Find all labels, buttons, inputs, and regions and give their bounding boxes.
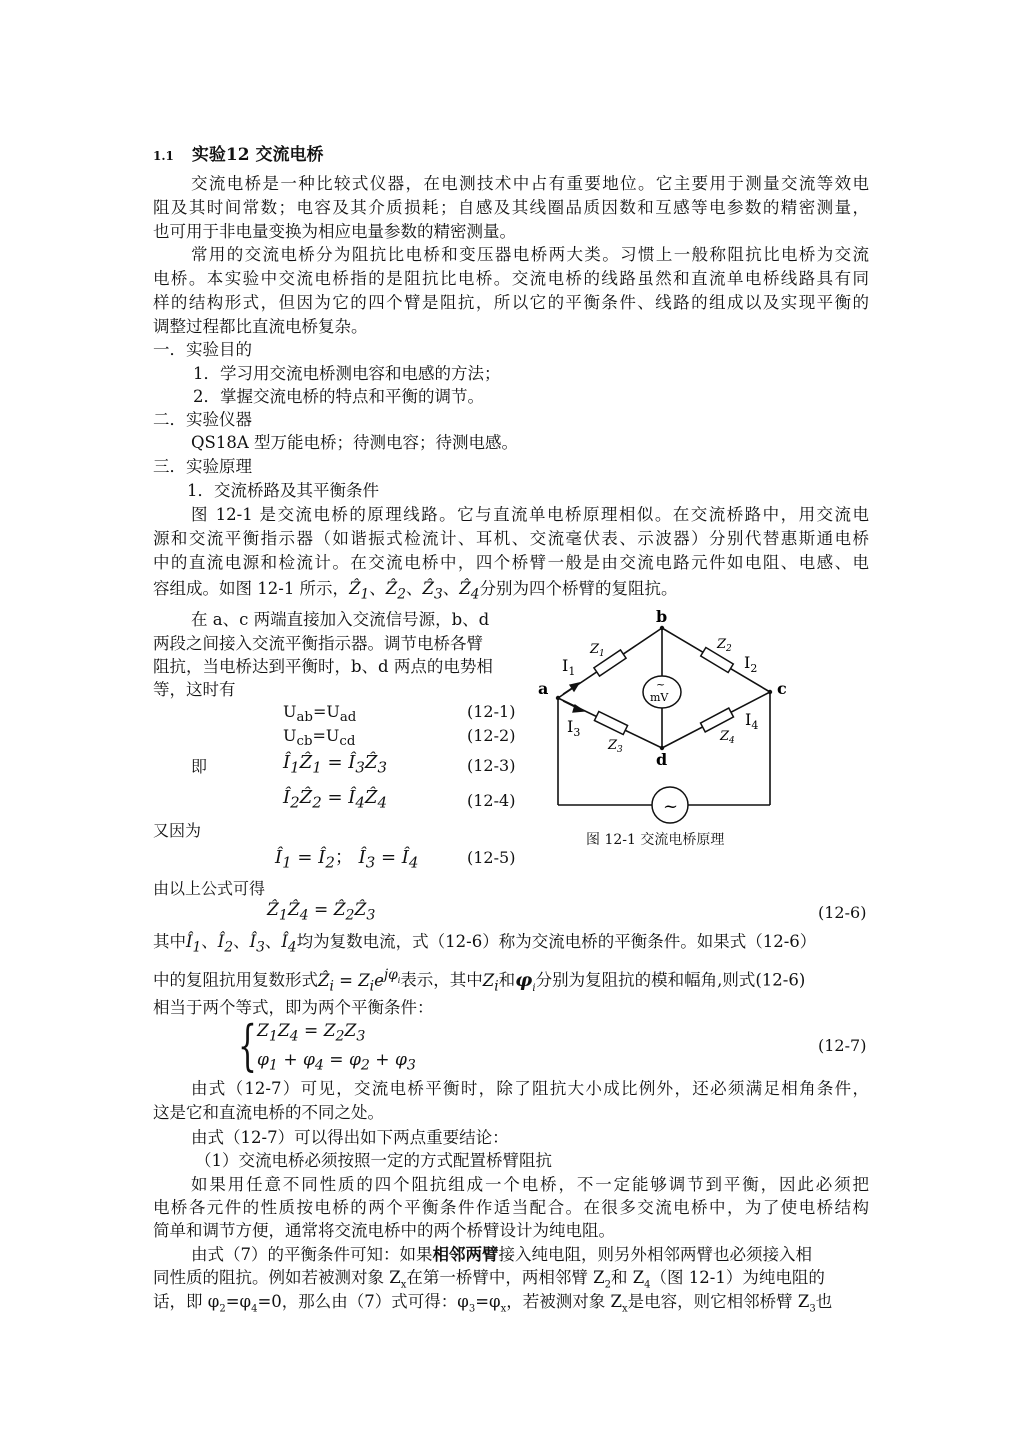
p12-line1 [191, 1243, 869, 1267]
principle-subheading: 1．交流桥路及其平衡条件 [187, 481, 379, 500]
figure-caption: 图 12-1 交流电桥原理 [586, 832, 725, 848]
p12-l1-bold: 相邻两臂 [432, 1245, 499, 1264]
phi-i: $\varphi_i$ [515, 968, 536, 994]
p3-line4-post: 分别为四个桥臂的复阻抗。 [479, 579, 678, 598]
equation-12-3: $Î_1Ẑ_1$ = $Î_3Ẑ_3$ [283, 752, 387, 777]
section-title: 实验12 交流电桥 [191, 145, 324, 165]
p4-line3: 阻抗，当电桥达到平衡时，b、d 两点的电势相 [153, 657, 493, 676]
eq-label-12-3: (12-3) [467, 756, 516, 775]
node-b-label: b [656, 608, 668, 626]
eq-label-12-2: (12-2) [467, 726, 516, 745]
p5-pre: 其中 [153, 932, 186, 951]
source-tilde: ~ [663, 796, 679, 817]
arrow-i3 [573, 705, 584, 712]
bridge-circuit-figure [535, 608, 800, 853]
equation-12-1: $U_{ab}=U_{ad}$ [283, 702, 357, 726]
z-hat-2: Ẑ$_2$ [385, 579, 406, 603]
p5-line [153, 930, 816, 959]
intro-p1-line3: 也可用于非电量变换为相应电量参数的精密测量。 [153, 222, 516, 241]
complex-form: Ẑ$_i$ = $Z_ie^{j\varphi_i}$ [318, 967, 401, 994]
meter-label: mV [650, 691, 669, 704]
section-heading [153, 140, 323, 165]
p8-line1: 由式（12-7）可见，交流电桥平衡时，除了阻抗大小成比例外，还必须满足相角条件， [191, 1079, 869, 1098]
intro-p2-line3: 样的结构形式，但因为它的四个臂是阻抗，所以它的平衡条件、线路的组成以及实现平衡的 [153, 293, 869, 312]
equation-12-7a: $Z_1Z_4 = Z_2Z_3$ [257, 1021, 366, 1045]
p6-mid: 表示，其中 [400, 970, 483, 990]
p12-l1-post: 接入纯电阻，则另外相邻两臂也必须接入相 [498, 1245, 812, 1264]
resistor-z3 [594, 711, 627, 734]
label-i2: $I_2$ [744, 653, 758, 675]
p6-line [153, 963, 805, 1000]
eq-label-12-6: (12-6) [818, 903, 867, 922]
sep-2: 、 [406, 579, 423, 598]
i-hat-list: $Î_1$、$Î_2$、$Î_3$、$Î_4$ [186, 932, 297, 956]
eq-label-12-7: (12-7) [818, 1036, 867, 1055]
p11-line1: 如果用任意不同性质的四个阻抗组成一个电桥，不一定能够调节到平衡，因此必须把 [191, 1175, 869, 1194]
p8-line2: 这是它和直流电桥的不同之处。 [153, 1103, 384, 1122]
p5-post: 均为复数电流，式（12-6）称为交流电桥的平衡条件。如果式（12-6） [296, 932, 817, 951]
z-hat-3: Ẑ$_3$ [422, 579, 443, 603]
intro-p2-line4: 调整过程都比直流电桥复杂。 [153, 317, 368, 336]
p6-pre: 中的复阻抗用复数形式 [153, 970, 318, 990]
p4-line1: 在 a、c 两端直接加入交流信号源，b、d [191, 610, 490, 629]
z-i: $Z_i$ [482, 970, 499, 994]
p12-l2-d: （图 12-1）为纯电阻的 [650, 1268, 825, 1287]
word-ji: 即 [191, 757, 208, 776]
label-i4: $I_4$ [745, 710, 759, 732]
p3-line4-pre: 容组成。如图 12-1 所示， [153, 579, 350, 598]
p12-l3-f: 是电容，则它相邻桥臂 Z [627, 1292, 810, 1311]
brace: { [238, 1014, 257, 1077]
equation-12-5: $Î_1$ = $Î_2$； $Î_3$ = $Î_4$ [275, 847, 419, 872]
section-number: 1.1 [153, 149, 174, 163]
node-a-label: a [538, 679, 549, 698]
node-d-label: d [656, 750, 668, 769]
meter-tilde: ~ [656, 678, 666, 691]
p11-line3: 简单和调节方便，通常将交流电桥中的两个桥臂设计为纯电阻。 [153, 1221, 615, 1240]
p10-line: （1）交流电桥必须按照一定的方式配置桥臂阻抗 [195, 1151, 552, 1170]
eq-label-12-4: (12-4) [467, 791, 516, 810]
p12-l2-b: 在第一桥臂中，两相邻臂 Z [406, 1268, 605, 1287]
label-z4: $Z_4$ [720, 729, 735, 746]
eq-label-12-5: (12-5) [467, 848, 516, 867]
p6-post: 分别为复阻抗的模和幅角,则式(12-6) [535, 970, 806, 990]
p3-line1: 图 12-1 是交流电桥的原理线路。它与直流单电桥原理相似。在交流桥路中，用交流电 [191, 505, 869, 524]
intro-p2-line2: 电桥。本实验中交流电桥指的是阻抗比电桥。交流电桥的线路虽然和直流单电桥线路具有同 [153, 269, 869, 288]
purpose-item-1: 1．学习用交流电桥测电容和电感的方法； [193, 364, 501, 383]
purpose-item-2: 2．掌握交流电桥的特点和平衡的调节。 [193, 387, 484, 406]
p12-l2-c: 和 Z [610, 1268, 645, 1287]
p12-l2-a: 同性质的阻抗。例如若被测对象 Z [153, 1268, 401, 1287]
equation-12-4: $Î_2Ẑ_2$ = $Î_4Ẑ_4$ [283, 787, 387, 812]
p9-line: 由式（12-7）可以得出如下两点重要结论： [191, 1128, 509, 1147]
word-youyin: 又因为 [153, 821, 202, 840]
p3-line3: 中的直流电源和检流计。在交流电桥中，四个桥臂一般是由交流电路元件如电阻、电感、电 [153, 553, 869, 572]
p12-l3-a: 话，即 φ [153, 1292, 220, 1311]
p12-l3-g: 也 [815, 1292, 833, 1311]
p4-line4: 等，这时有 [153, 680, 236, 699]
p3-line2: 源和交流平衡指示器（如谐振式检流计、耳机、交流毫伏表、示波器）分别代替惠斯通电桥 [153, 529, 869, 548]
intro-p1-line2: 阻及其时间常数；电容及其介质损耗；自感及其线圈品质因数和互感等电参数的精密测量， [153, 198, 869, 217]
z-hat-1: Ẑ$_1$ [349, 579, 370, 603]
equation-12-6: Ẑ$_1$Ẑ$_4$ = Ẑ$_2$Ẑ$_3$ [267, 900, 376, 924]
p12-l3-c: =0，那么由（7）式可得：φ [257, 1292, 469, 1311]
sep-1: 、 [369, 579, 386, 598]
eq-label-12-1: (12-1) [467, 702, 516, 721]
p3-line4 [153, 577, 677, 606]
label-i1: $I_1$ [562, 656, 576, 678]
p12-l1-pre: 由式（7）的平衡条件可知：如果 [191, 1245, 433, 1264]
intro-p1-line1: 交流电桥是一种比较式仪器，在电测技术中占有重要地位。它主要用于测量交流等效电 [191, 174, 869, 193]
sep-3: 、 [442, 579, 460, 598]
label-i3: $I_3$ [567, 717, 581, 739]
intro-p2-line1: 常用的交流电桥分为阻抗比电桥和变压器电桥两大类。习惯上一般称阻抗比电桥为交流 [191, 245, 869, 264]
p7-line: 相当于两个等式，即为两个平衡条件： [153, 998, 434, 1017]
p12-line3: 话，即 $\varphi_2=\varphi_4=0$，那么由（7）式可得：$\varphi_3=\varphi_x$，若被测对象 $Z_x$是电容，则它相邻桥臂 $Z_3$也 [153, 1292, 833, 1315]
equation-12-7b: $\varphi_1 + \varphi_4 = \varphi_2 + \varphi_3$ [257, 1050, 416, 1074]
node-c-label: c [777, 679, 787, 698]
p11-line2: 电桥各元件的性质按电桥的两个平衡条件作适当配合。在很多交流电桥中，为了使电桥结构 [153, 1198, 869, 1217]
p6-and: 和 [498, 970, 516, 990]
label-z1: $Z_1$ [590, 642, 605, 659]
p12-l3-e: ，若被测对象 Z [506, 1292, 622, 1311]
p12-line2: 同性质的阻抗。例如若被测对象 $Z_x$在第一桥臂中，两相邻臂 $Z_2$和 $Z_4$（图 12-1）为纯电阻的 [153, 1268, 825, 1291]
word-youshang: 由以上公式可得 [153, 879, 266, 898]
label-z3: $Z_3$ [608, 738, 623, 755]
heading-purpose: 一．实验目的 [153, 340, 252, 359]
label-z2: $Z_2$ [717, 637, 732, 654]
z-hat-4: Ẑ$_4$ [459, 579, 480, 603]
instruments-text: QS18A 型万能电桥；待测电容；待测电感。 [191, 433, 518, 452]
p12-l3-d: =φ [475, 1292, 501, 1311]
p4-line2: 两段之间接入交流平衡指示器。调节电桥各臂 [153, 634, 483, 653]
heading-principle: 三．实验原理 [153, 457, 252, 476]
equation-12-2: $U_{cb}=U_{cd}$ [283, 726, 356, 750]
heading-instruments: 二．实验仪器 [153, 410, 252, 429]
p12-l3-b: =φ [225, 1292, 252, 1311]
